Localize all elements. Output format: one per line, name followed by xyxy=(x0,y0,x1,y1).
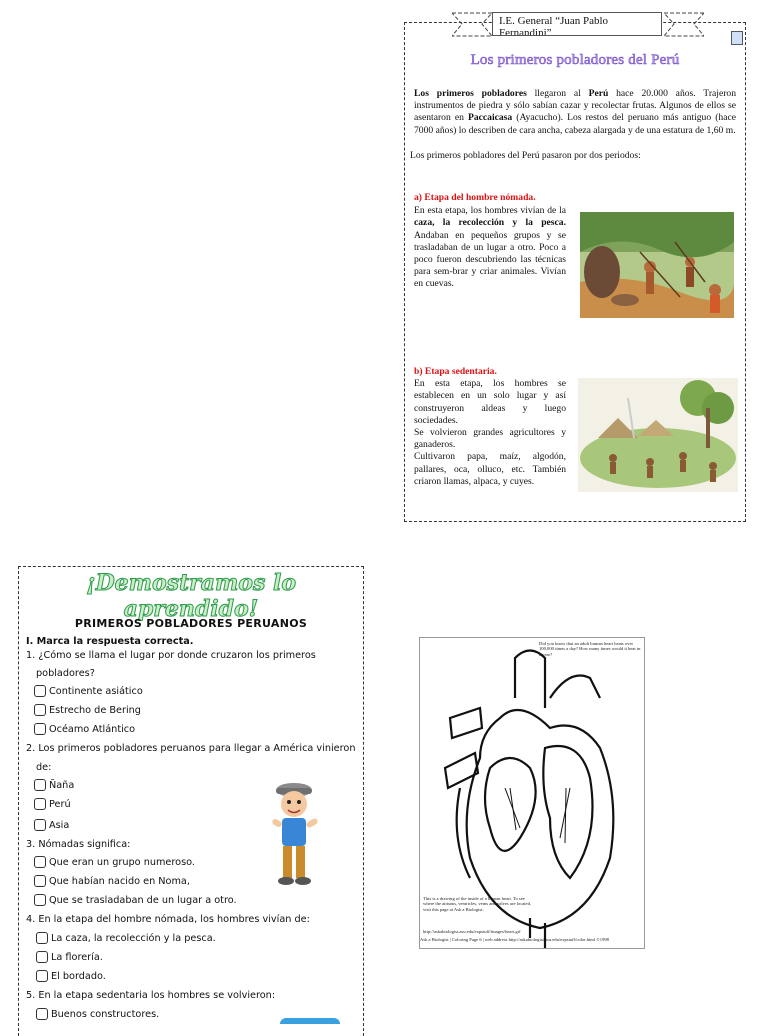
q4-option[interactable] xyxy=(36,951,103,963)
checkbox-icon[interactable] xyxy=(34,856,46,868)
checkbox-icon[interactable] xyxy=(34,685,46,697)
hunters-illustration xyxy=(580,212,734,318)
q1-option[interactable] xyxy=(34,704,141,716)
decorative-arc xyxy=(280,1018,340,1024)
option-label: La caza, la recolección y la pesca. xyxy=(51,932,216,944)
worksheet-banner: ¡Demostramos lo aprendido! xyxy=(85,570,297,622)
section-text: En esta etapa, los hombres vivían de la xyxy=(414,205,566,217)
option-label: Perú xyxy=(49,798,71,810)
checkbox-icon[interactable] xyxy=(34,894,46,906)
option-label: Que se trasladaban de un lugar a otro. xyxy=(49,894,237,906)
checkbox-icon[interactable] xyxy=(34,779,46,791)
lesson-title: Los primeros pobladores del Perú xyxy=(470,52,680,68)
option-label: Estrecho de Bering xyxy=(49,704,141,716)
checkbox-icon[interactable] xyxy=(34,798,46,810)
section-nomada xyxy=(414,192,566,291)
intro-bold: Paccaicasa xyxy=(467,112,513,124)
option-label: Asia xyxy=(49,819,70,831)
option-label: La florería. xyxy=(51,951,103,963)
document-icon xyxy=(731,31,743,45)
checkbox-icon[interactable] xyxy=(36,932,48,944)
option-label: Continente asiático xyxy=(49,685,143,697)
question-4: 4. En la etapa del hombre nómada, los hombres vivían de: xyxy=(26,914,310,925)
intro-paragraph xyxy=(414,88,736,137)
heart-fact-note: Did you know that an adult human heart beats over 100,000 times a day? How many times would it beat in a year? xyxy=(539,641,641,657)
checkbox-icon[interactable] xyxy=(36,970,48,982)
section-sedentaria xyxy=(414,366,566,488)
checkbox-icon[interactable] xyxy=(36,951,48,963)
question-2: 2. Los primeros pobladores peruanos para llegar a América vinieron xyxy=(26,743,356,754)
option-label: Que habían nacido en Noma, xyxy=(49,875,190,887)
question-1-cont: pobladores? xyxy=(36,668,95,679)
section-heading: a) Etapa del hombre nómada. xyxy=(414,192,536,203)
checkbox-icon[interactable] xyxy=(34,723,46,735)
q4-option[interactable] xyxy=(36,970,106,982)
checkbox-icon[interactable] xyxy=(34,875,46,887)
section-text: Se volvieron grandes agricultores y ganaderos. xyxy=(414,427,566,451)
intro-text: hace 20.000 años. Trajeron instrumentos de piedra y sólo sabían cazar y recolectar frutas. Algunos de ellos se asentaron en xyxy=(414,88,736,124)
worksheet-heading: PRIMEROS POBLADORES PERUANOS xyxy=(74,617,308,630)
q5-option[interactable] xyxy=(36,1008,159,1020)
option-label: Que eran un grupo numeroso. xyxy=(49,856,195,868)
option-label: Ñaña xyxy=(49,779,75,791)
section-text: En esta etapa, los hombres se establecen en un solo lugar y así construyeron aldeas y luego sociedades. xyxy=(414,378,566,426)
instruction-text: I. Marca la respuesta correcta. xyxy=(26,636,194,647)
q3-option[interactable] xyxy=(34,875,190,887)
q2-option[interactable] xyxy=(34,798,71,810)
q1-option[interactable] xyxy=(34,685,143,697)
section-bold: caza, la recolección y la pesca. xyxy=(414,217,566,229)
checkbox-icon[interactable] xyxy=(36,1008,48,1020)
question-1: 1. ¿Cómo se llama el lugar por donde cruzaron los primeros xyxy=(26,650,316,661)
question-5: 5. En la etapa sedentaria los hombres se volvieron: xyxy=(26,990,276,1001)
q3-option[interactable] xyxy=(34,894,237,906)
intro-text: (Ayacucho). Los restos del peruano más antiguo (hace 7000 años) lo describen de cara ancha, cabeza alargada y de una estatura de 1,60 m. xyxy=(414,112,736,136)
intro-bold: Los primeros pobladores xyxy=(414,88,527,99)
periods-text: Los primeros pobladores del Perú pasaron por dos periodos: xyxy=(410,150,641,161)
q1-option[interactable] xyxy=(34,723,135,735)
cartoon-boy-image xyxy=(268,780,324,888)
q2-option[interactable] xyxy=(34,819,69,831)
school-name: I.E. General “Juan Pablo Fernandini” xyxy=(492,12,662,36)
heart-caption: This is a drawing of the inside of a human heart. To see where the atriums, ventricles, veins and valves are located, visit this page at Ask a Biologist: xyxy=(423,896,532,912)
heart-footer: Ask a Biologist | Coloring Page 6 | web address http://askabiologist.asu.edu/expstuff/color.html ©1998 xyxy=(420,937,609,942)
option-label: El bordado. xyxy=(51,970,106,982)
option-label: Océamo Atlántico xyxy=(49,723,136,735)
intro-bold: Perú xyxy=(588,88,609,99)
section-text: Cultivaron papa, maíz, algodón, pallares, oca, olluco, etc. También criaron llamas, alpaca, y cuyes. xyxy=(414,451,566,487)
school-banner xyxy=(452,12,704,38)
intro-text: llegaron al xyxy=(526,88,589,99)
question-2-cont: de: xyxy=(36,762,52,773)
q3-option[interactable] xyxy=(34,856,195,868)
section-heading: b) Etapa sedentaria. xyxy=(414,366,497,377)
checkbox-icon[interactable] xyxy=(34,704,46,716)
checkbox-icon[interactable] xyxy=(34,819,46,831)
option-label: Buenos constructores. xyxy=(51,1008,160,1020)
heart-url[interactable]: http://askabiologist.asu.edu/expstuff/images/heart.gif xyxy=(423,929,521,934)
q2-option[interactable] xyxy=(34,779,74,791)
village-illustration xyxy=(578,378,738,492)
q4-option[interactable] xyxy=(36,932,216,944)
section-text: Andaban en pequeños grupos y se trasladaban de un lugar a otro. Poco a poco fueron descubriendo las técnicas para sem-brar y criar animales. Vivían en cuevas. xyxy=(414,229,566,290)
question-3: 3. Nómadas significa: xyxy=(26,839,131,850)
